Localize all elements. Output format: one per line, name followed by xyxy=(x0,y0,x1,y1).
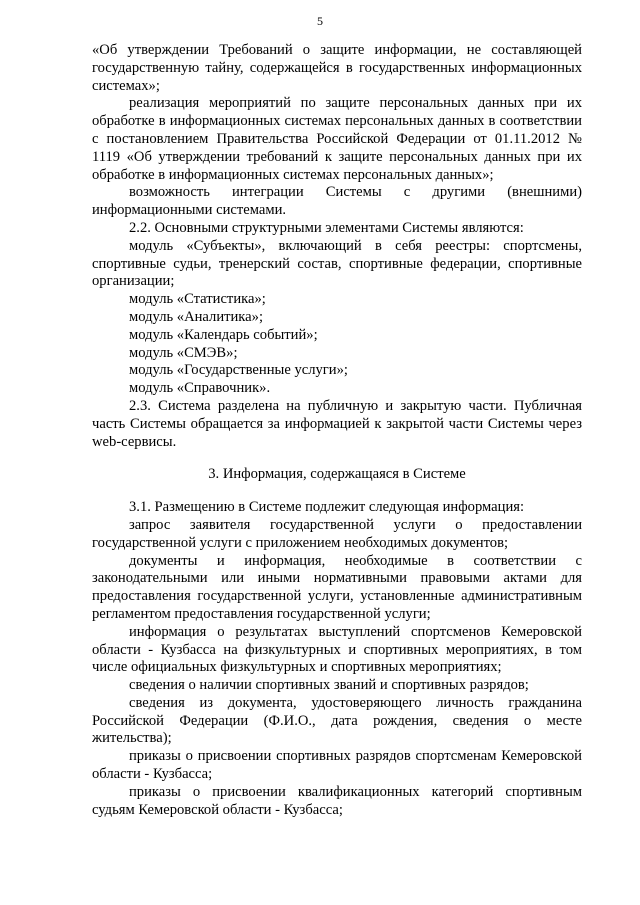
list-item-identity-document: сведения из документа, удостоверяющего личность гражданина Российской Федерации (Ф.И.О., дата рождения, сведения о месте жительства); xyxy=(92,694,582,747)
list-item-module-calendar: модуль «Календарь событий»; xyxy=(129,326,318,343)
list-item-applicant-request: запрос заявителя государственной услуги о предоставлении государственной услуги с приложением необходимых документов; xyxy=(92,516,582,551)
list-item-athlete-results: информация о результатах выступлений спортсменов Кемеровской области - Кузбасса на физкультурных и спортивных мероприятиях, в том числе официальных физкультурных и спортивных мероприятиях; xyxy=(92,623,582,676)
paragraph-structural-elements: 2.2. Основными структурными элементами Системы являются: xyxy=(129,219,524,236)
list-item-module-smev: модуль «СМЭВ»; xyxy=(129,344,238,361)
document-body xyxy=(92,42,582,819)
list-item-sport-titles: сведения о наличии спортивных званий и спортивных разрядов; xyxy=(129,677,529,694)
list-item-judge-categories: приказы о присвоении квалификационных категорий спортивным судьям Кемеровской области - Кузбасса; xyxy=(92,783,582,818)
section-heading: 3. Информация, содержащаяся в Системе xyxy=(208,466,466,483)
paragraph-module-subjects: модуль «Субъекты», включающий в себя реестры: спортсмены, спортивные судьи, тренерский состав, спортивные федерации, спортивные организации; xyxy=(92,237,582,290)
list-item-module-public-services: модуль «Государственные услуги»; xyxy=(129,362,348,379)
paragraph-info-placement: 3.1. Размещению в Системе подлежит следующая информация: xyxy=(129,499,525,516)
list-item-module-analytics: модуль «Аналитика»; xyxy=(129,308,264,325)
list-item-ranks-orders: приказы о присвоении спортивных разрядов спортсменам Кемеровской области - Кузбасса; xyxy=(92,748,582,783)
paragraph-requirements-order: «Об утверждении Требований о защите информации, не составляющей государственную тайну, содержащейся в государственных информационных системах»; xyxy=(92,42,582,94)
paragraph-personal-data-protection: реализация мероприятий по защите персональных данных при их обработке в информационных системах персональных данных в соответствии с постановлением Правительства Российской Федерации от 01.11.2012 № 1119 «Об утверждении требований к защите персональных данных при их обработке в информационных системах персональных данных»; xyxy=(92,95,582,183)
page-number: 5 xyxy=(317,14,323,28)
paragraph-integration: возможность интеграции Системы с другими (внешними) информационными системами. xyxy=(92,184,582,219)
list-item-module-statistics: модуль «Статистика»; xyxy=(129,291,266,308)
list-item-documents: документы и информация, необходимые в соответствии с законодательными или иными нормативными правовыми актами для предоставления государственной услуги, установленные административным регламентом предоставления государственной услуги; xyxy=(92,552,582,622)
list-item-module-reference: модуль «Справочник». xyxy=(129,380,271,397)
paragraph-public-closed-parts: 2.3. Система разделена на публичную и закрытую части. Публичная часть Системы обращается за информацией к закрытой части Системы через web-сервисы. xyxy=(92,397,582,450)
